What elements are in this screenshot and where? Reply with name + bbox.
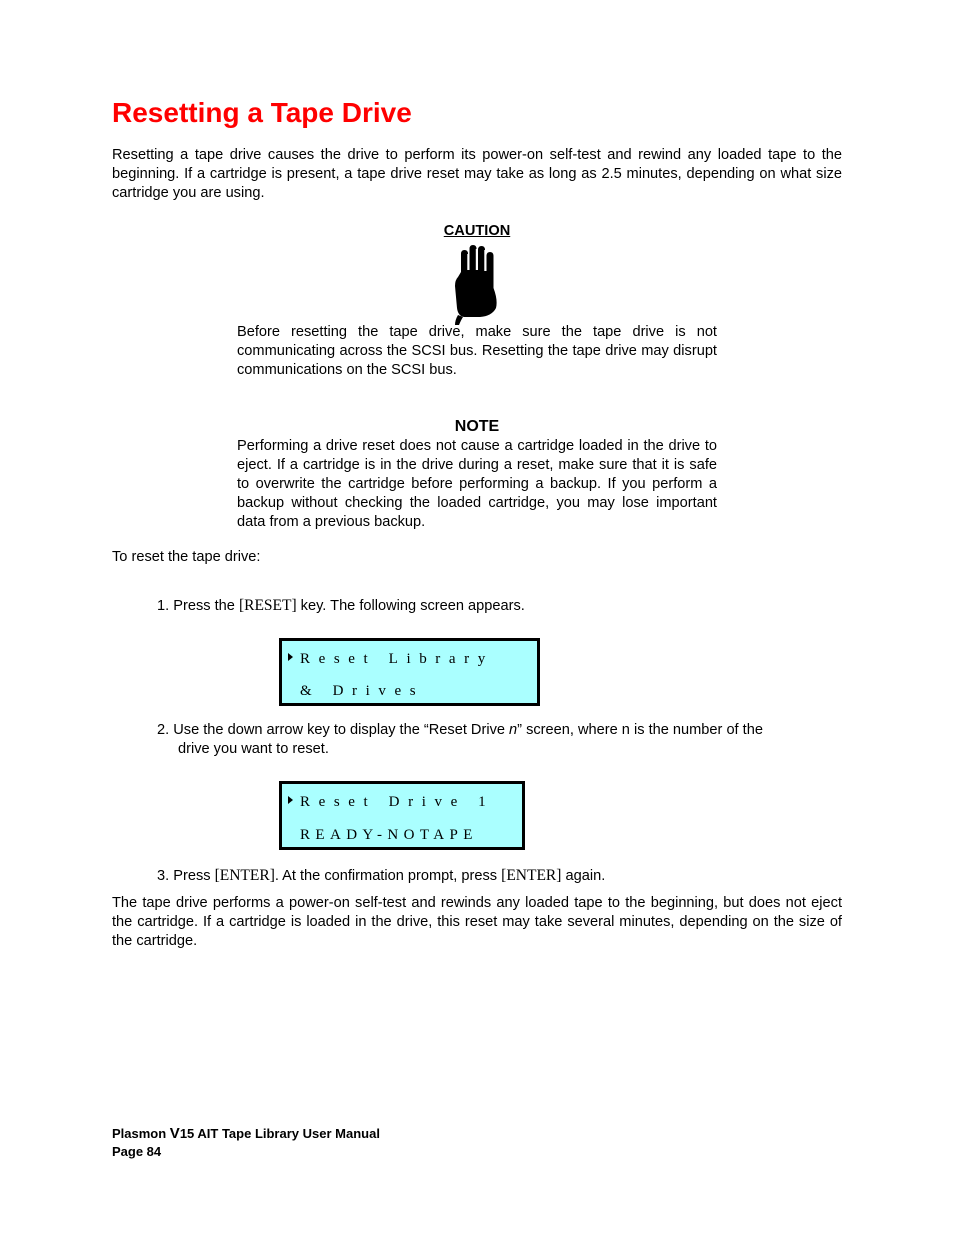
lcd-screen-reset-drive <box>279 781 525 850</box>
footer-text: 15 AIT Tape Library User Manual <box>179 1126 380 1141</box>
step-3 <box>157 866 605 886</box>
cursor-arrow-icon <box>288 653 293 661</box>
lcd-line-2: READY-NOTAPE <box>300 827 478 843</box>
caution-label: CAUTION <box>443 223 511 239</box>
step-number: 3. <box>157 868 170 884</box>
step-text: ” screen, where n is the number of the <box>517 722 763 738</box>
step-number: 2. <box>157 722 170 738</box>
step-2-continuation: drive you want to reset. <box>178 741 329 757</box>
stop-hand-icon <box>452 244 502 326</box>
step-2 <box>157 721 763 740</box>
footer-text: Plasmon <box>112 1126 170 1141</box>
step-text: Press the <box>173 598 239 614</box>
step-text: again. <box>561 868 606 884</box>
lcd-line-2: & Drives <box>300 683 425 699</box>
step-text: Press <box>173 868 215 884</box>
lcd-screen-reset-library <box>279 638 540 706</box>
drive-number-variable: n <box>509 722 518 738</box>
steps-intro: To reset the tape drive: <box>112 549 261 565</box>
enter-key: [ENTER] <box>501 867 562 884</box>
closing-paragraph: The tape drive performs a power-on self-test and rewinds any loaded tape to the beginning, but does not eject the cartridge. If a cartridge is loaded in the drive, this reset may take several minutes, depending on the size of the cartridge. <box>112 895 842 949</box>
step-text: Use the down arrow key to display the “Reset Drive <box>173 722 510 738</box>
caution-text: Before resetting the tape drive, make sure the tape drive is not communicating across the SCSI bus. Resetting the tape drive may disrupt communications on the SCSI bus. <box>237 324 717 378</box>
step-text: key. The following screen appears. <box>296 598 525 614</box>
step-number: 1. <box>157 598 170 614</box>
lcd-line-1: Reset Library <box>300 651 494 667</box>
footer-text: V <box>169 1125 180 1142</box>
reset-key: [RESET] <box>238 597 297 614</box>
note-label: NOTE <box>454 418 500 435</box>
note-text: Performing a drive reset does not cause a cartridge loaded in the drive to eject. If a cartridge is in the drive during a reset, make sure that it is safe to overwrite the cartridge before performing a backup. If you perform a backup without checking the loaded cartridge, you may lose important data from a previous backup. <box>237 438 717 530</box>
footer-manual-title <box>112 1125 380 1143</box>
lcd-line-1: Reset Drive 1 <box>300 794 495 810</box>
enter-key: [ENTER] <box>214 867 275 884</box>
step-text: . At the confirmation prompt, press <box>274 868 502 884</box>
intro-paragraph: Resetting a tape drive causes the drive to perform its power-on self-test and rewind any loaded tape to the beginning. If a cartridge is present, a tape drive reset may take as long as 2.5 minutes, depending on what size cartridge you are using. <box>112 147 842 201</box>
step-1 <box>157 596 525 616</box>
footer-page-number: Page 84 <box>112 1144 162 1159</box>
cursor-arrow-icon <box>288 796 293 804</box>
page-title: Resetting a Tape Drive <box>112 97 412 128</box>
